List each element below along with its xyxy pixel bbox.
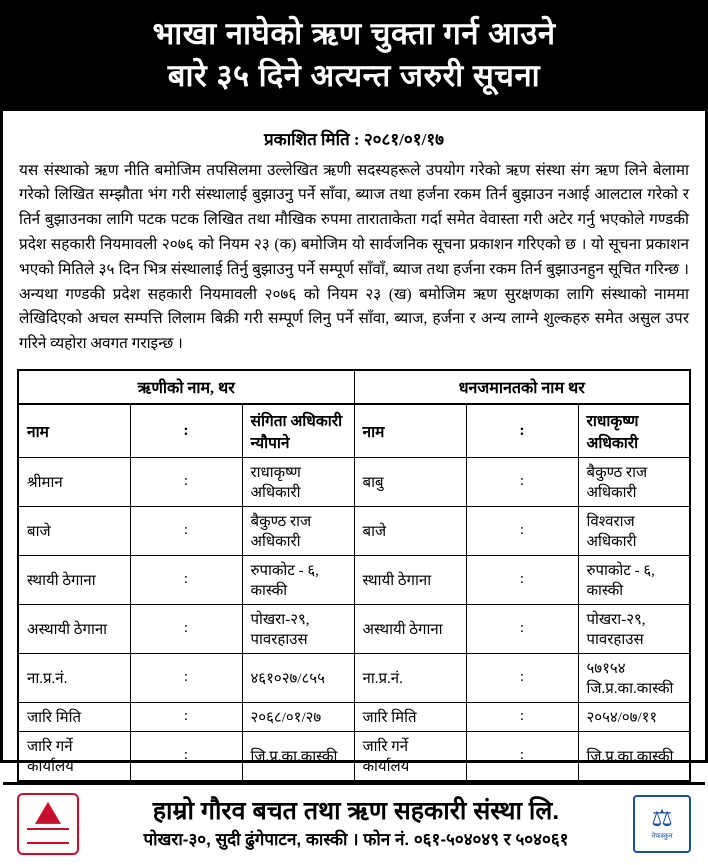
cell-sep-left: : [130, 555, 242, 604]
cell-value-left: जि.प्र.का.कास्की [242, 731, 354, 781]
cell-sep-right: : [466, 555, 578, 604]
cell-value-right: रुपाकोट - ६, कास्की [578, 555, 690, 604]
cell-sep-right: : [466, 604, 578, 653]
cell-sep-left: : [130, 731, 242, 781]
table-row [18, 653, 690, 702]
published-date: प्रकाशित मिति : २०८१/०१/१७ [263, 129, 445, 149]
cell-sep-right: : [466, 653, 578, 702]
cell-value-left: संगिता अधिकारी न्यौपाने [242, 404, 354, 458]
table-row [18, 731, 690, 781]
table-body [18, 404, 690, 781]
organization-address: पोखरा-३०, सुदी ढुंगेपाटन, कास्की । फोन नं. ०६१-५०४०४९ र ५०४०६१ [143, 830, 569, 850]
cell-sep-left: : [130, 457, 242, 506]
cell-sep-left: : [130, 653, 242, 702]
cell-sep-right: : [466, 404, 578, 458]
cell-value-right: २०५४/०७/११ [578, 702, 690, 731]
cell-value-right: राधाकृष्ण अधिकारी [578, 404, 690, 458]
notice-footer [3, 782, 705, 865]
scale-glyph: ⚖ [651, 804, 673, 833]
debtor-guarantor-table [17, 369, 691, 782]
organization-name: हाम्रो गौरव बचत तथा ऋण सहकारी संस्था लि. [152, 797, 560, 826]
cell-label-right: जारि मिति [354, 702, 466, 731]
cell-value-right: पोखरा-२९, पावरहाउस [578, 604, 690, 653]
table-header-guarantor: धनजमानतको नाम थर [354, 370, 690, 404]
table-head [18, 370, 690, 404]
table-row [18, 555, 690, 604]
cell-value-left: राधाकृष्ण अधिकारी [242, 457, 354, 506]
table-row [18, 506, 690, 555]
cell-value-left: बैकुण्ठ राज अधिकारी [242, 506, 354, 555]
cell-sep-left: : [130, 506, 242, 555]
cell-value-right: ५७१५४ जि.प्र.का.कास्की [578, 653, 690, 702]
cell-sep-right: : [466, 702, 578, 731]
cell-value-right: विश्वराज अधिकारी [578, 506, 690, 555]
cell-sep-right: : [466, 731, 578, 781]
cell-value-right: बैकुण्ठ राज अधिकारी [578, 457, 690, 506]
notice-paragraph: यस संस्थाको ऋण नीति बमोजिम तपसिलमा उल्लेखित ऋणी सदस्यहरूले उपयोग गरेको ऋण संस्था संग ऋण लिने बेलामा गरेको लिखित सम्झौता भंग गरी संस्थालाई बुझाउनु पर्ने साँवा, ब्याज तथा हर्जना रकम तिर्न बुझाउन नआई आलटाल गरेको र तिर्न बुझाउनका लागि पटक पटक लिखित तथा मौखिक रुपमा ताराताकेता गर्दा समेत वेवास्ता गरी अटेर गर्नु भएकोले गण्डकी प्रदेश सहकारी नियमावली २०७६ को नियम २३ (क) बमोजिम यो सार्वजनिक सूचना प्रकाशन गरिएको छ । यो सूचना प्रकाशन भएको मितिले ३५ दिन भित्र संस्थालाई तिर्नु बुझाउनु पर्ने सम्पूर्ण साँवाँ, ब्याज तथा हर्जना रकम तिर्न बुझाउनहुन सूचित गरिन्छ । अन्यथा गण्डकी प्रदेश सहकारी नियमावली २०७६ को नियम २३ (ख) बमोजिम ऋण सुरक्षणका लागि संस्थाको नाममा लेखिदिएको अचल सम्पत्ति लिलाम बिक्री गरी सम्पूर्ण लिनु पर्ने साँवा, ब्याज, हर्जना र अन्य लाग्ने शुल्कहरु समेत असुल उपर गरिने व्यहोरा अवगत गराइन्छ । [19, 161, 689, 353]
table-header-debtor: ऋणीको नाम, थर [18, 370, 354, 404]
nefscun-logo-icon [633, 795, 691, 853]
cell-value-left: ४६१०२७/८५५ [242, 653, 354, 702]
cell-value-left: पोखरा-२९, पावरहाउस [242, 604, 354, 653]
shield-icon [17, 793, 79, 855]
notice-header [3, 3, 705, 111]
cell-label-right: जारि गर्ने कार्यालय [354, 731, 466, 781]
cell-sep-left: : [130, 604, 242, 653]
cell-label-left: ना.प्र.नं. [18, 653, 130, 702]
footer-text [89, 796, 623, 851]
cell-sep-left: : [130, 404, 242, 458]
notice-body-wrap [3, 111, 705, 782]
cell-sep-left: : [130, 702, 242, 731]
cell-sep-right: : [466, 457, 578, 506]
cell-sep-right: : [466, 506, 578, 555]
cell-label-right: बाजे [354, 506, 466, 555]
cell-label-left: बाजे [18, 506, 130, 555]
cell-value-left: २०६८/०१/२७ [242, 702, 354, 731]
table-row [18, 404, 690, 458]
table-row [18, 702, 690, 731]
cell-value-left: रुपाकोट - ६, कास्की [242, 555, 354, 604]
cell-label-left: जारि मिति [18, 702, 130, 731]
table-header-row [18, 370, 690, 404]
nefscun-caption: नेफस्कुन [651, 833, 673, 841]
header-title-line-2: बारे ३५ दिने अत्यन्त जरुरी सूचना [167, 57, 541, 93]
cell-label-right: ना.प्र.नं. [354, 653, 466, 702]
cell-label-right: नाम [354, 404, 466, 458]
header-title-line-1: भाखा नाघेको ऋण चुक्ता गर्न आउने [152, 16, 556, 51]
cell-label-right: बाबु [354, 457, 466, 506]
cell-value-right: जि.प्र.का.कास्की [578, 731, 690, 781]
cell-label-right: स्थायी ठेगाना [354, 555, 466, 604]
cell-label-right: अस्थायी ठेगाना [354, 604, 466, 653]
cell-label-left: स्थायी ठेगाना [18, 555, 130, 604]
cell-label-left: नाम [18, 404, 130, 458]
cell-label-left: अस्थायी ठेगाना [18, 604, 130, 653]
table-row [18, 457, 690, 506]
cell-label-left: श्रीमान [18, 457, 130, 506]
scale-icon [633, 795, 691, 853]
cell-label-left: जारि गर्ने कार्यालय [18, 731, 130, 781]
table-row [18, 604, 690, 653]
organization-logo-icon [17, 793, 79, 855]
